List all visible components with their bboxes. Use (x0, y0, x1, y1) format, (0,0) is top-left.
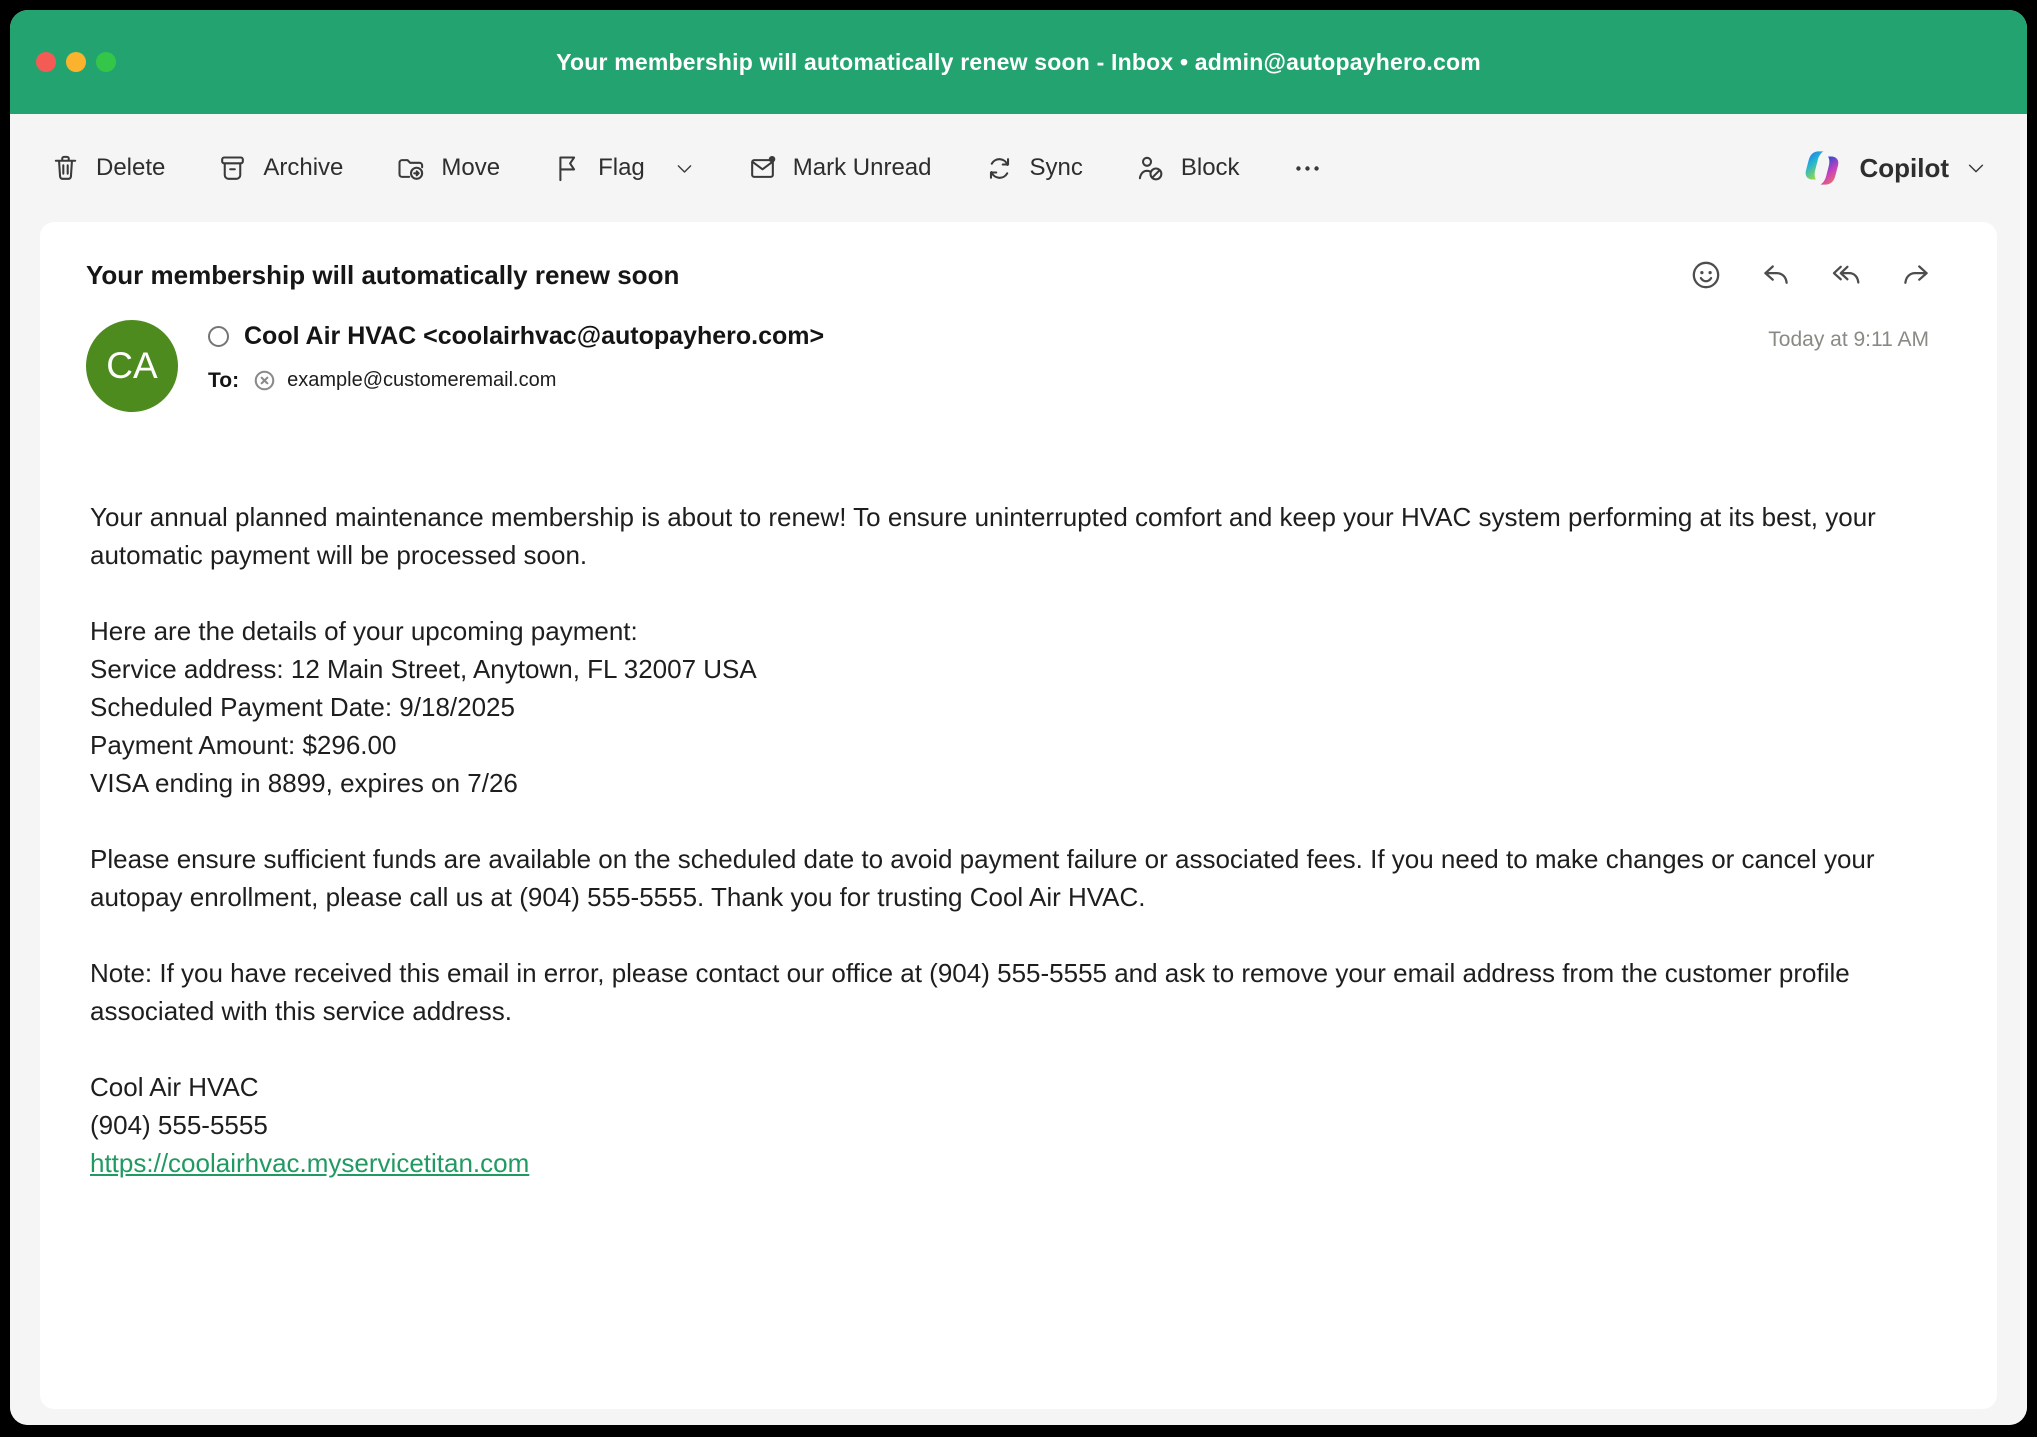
message-subject: Your membership will automatically renew soon (86, 259, 680, 290)
card-on-file: VISA ending in 8899, expires on 7/26 (90, 768, 518, 798)
titlebar (10, 10, 2027, 114)
forward-icon[interactable] (1899, 258, 1933, 292)
mark-unread-button[interactable] (747, 153, 932, 184)
mail-window (10, 10, 2027, 1425)
copilot-button[interactable] (1801, 147, 1987, 189)
scheduled-payment-date: Scheduled Payment Date: 9/18/2025 (90, 692, 515, 722)
signature-block (90, 1068, 1916, 1182)
toolbar-item-label: Block (1180, 154, 1240, 181)
recipient-presence-icon (252, 368, 277, 393)
payment-details (90, 612, 1916, 802)
minimize-window-button[interactable] (66, 52, 86, 72)
chevron-down-icon (1965, 157, 1987, 179)
signature-phone: (904) 555-5555 (90, 1110, 268, 1140)
trash-icon (50, 153, 81, 184)
details-intro: Here are the details of your upcoming payment: (90, 616, 638, 646)
service-address: Service address: 12 Main Street, Anytown, FL 32007 USA (90, 654, 757, 684)
zoom-window-button[interactable] (96, 52, 116, 72)
toolbar-item-label: Move (441, 154, 501, 181)
recipient-chip[interactable] (252, 368, 556, 393)
sync-icon (984, 153, 1015, 184)
move-button[interactable] (395, 153, 500, 184)
sender-avatar[interactable]: CA (86, 320, 178, 412)
received-timestamp: Today at 9:11 AM (1768, 328, 1929, 351)
archive-icon (217, 153, 248, 184)
reaction-smiley-icon[interactable] (1689, 258, 1723, 292)
close-window-button[interactable] (36, 52, 56, 72)
chevron-down-icon (674, 158, 695, 179)
body-paragraph: Note: If you have received this email in error, please contact our office at (904) 555-5555 and ask to remove your email address from the customer profile associated with this service address. (90, 958, 1850, 1026)
window-title: Your membership will automatically renew soon - Inbox • admin@autopayhero.com (556, 48, 1481, 75)
toolbar-item-label: Sync (1029, 154, 1083, 181)
move-folder-icon (395, 153, 426, 184)
copilot-label: Copilot (1859, 152, 1949, 183)
toolbar-item-label: Archive (263, 154, 344, 181)
message-card (40, 222, 1997, 1409)
to-label: To: (208, 368, 240, 392)
recipient-email: example@customeremail.com (287, 369, 557, 391)
reading-pane (10, 222, 2027, 1425)
archive-button[interactable] (217, 153, 343, 184)
block-button[interactable] (1135, 153, 1240, 184)
copilot-icon (1801, 147, 1843, 189)
flag-button[interactable] (552, 153, 695, 184)
sender-name: Cool Air HVAC <coolairhvac@autopayhero.com> (244, 322, 825, 350)
delete-button[interactable] (50, 153, 165, 184)
signature-company: Cool Air HVAC (90, 1072, 259, 1102)
sync-button[interactable] (984, 153, 1083, 184)
traffic-lights (36, 10, 116, 114)
reply-icon[interactable] (1759, 258, 1793, 292)
payment-amount: Payment Amount: $296.00 (90, 730, 397, 760)
more-icon (1292, 153, 1323, 184)
toolbar-item-label: Flag (598, 154, 645, 181)
body-paragraph: Your annual planned maintenance membership is about to renew! To ensure uninterrupted comfort and keep your HVAC system performing at its best, your automatic payment will be processed soon. (90, 502, 1876, 570)
block-icon (1135, 153, 1166, 184)
toolbar-item-label: Mark Unread (792, 154, 932, 181)
toolbar-item-label: Delete (96, 154, 166, 181)
toolbar (10, 114, 2027, 222)
sender-address[interactable] (208, 322, 824, 351)
mark-unread-icon (747, 153, 778, 184)
company-website-link[interactable]: https://coolairhvac.myservicetitan.com (90, 1148, 530, 1178)
body-paragraph: Please ensure sufficient funds are available on the scheduled date to avoid payment failure or associated fees. If you need to make changes or cancel your autopay enrollment, please call us at (904) 555-5555. Thank you for trusting Cool Air HVAC. (90, 844, 1875, 912)
more-options-button[interactable] (1292, 153, 1323, 184)
message-body (86, 498, 1916, 1182)
reply-all-icon[interactable] (1829, 258, 1863, 292)
flag-icon (552, 153, 583, 184)
presence-icon (208, 326, 229, 347)
